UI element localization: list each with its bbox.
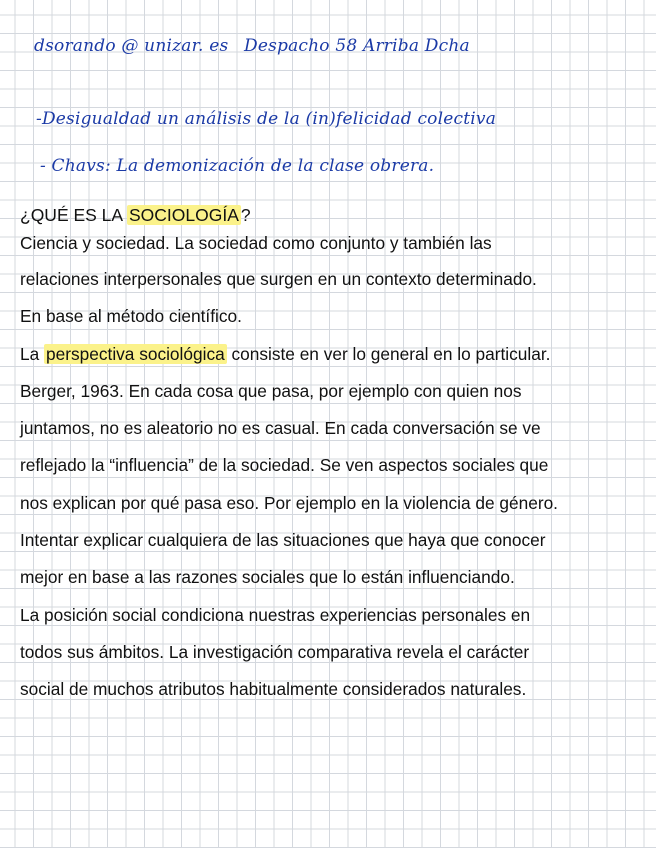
text-line-10: mejor en base a las razones sociales que lo están influenciando. — [20, 567, 515, 588]
heading-prefix: ¿QUÉ ES LA — [20, 205, 127, 225]
line-4-highlight: perspectiva sociológica — [46, 343, 225, 364]
text-line-4 — [20, 336, 650, 373]
handwritten-reference-1: -Desigualdad un análisis de la (in)felicidad colectiva — [36, 109, 497, 129]
text-line-3: En base al método científico. — [20, 306, 242, 327]
notes-body — [20, 203, 650, 709]
text-line-6: juntamos, no es aleatorio no es casual. En cada conversación se ve — [20, 418, 541, 439]
section-heading — [20, 203, 650, 227]
heading-suffix: ? — [240, 205, 251, 225]
text-line-2: relaciones interpersonales que surgen en un contexto determinado. — [20, 269, 537, 289]
handwritten-reference-2: - Chavs: La demonización de la clase obrera. — [40, 156, 435, 176]
line-4-prefix: La — [20, 343, 45, 364]
text-line-7: reflejado la “influencia” de la sociedad. Se ven aspectos sociales que — [20, 455, 549, 476]
text-line-5: Berger, 1963. En cada cosa que pasa, por ejemplo con quien nos — [20, 380, 522, 401]
text-line-8: nos explican por qué pasa eso. Por ejemplo en la violencia de género. — [20, 492, 558, 513]
text-line-12: todos sus ámbitos. La investigación comparativa revela el carácter — [20, 641, 530, 662]
text-line-11: La posición social condiciona nuestras experiencias personales en — [20, 604, 531, 625]
text-line-13: social de muchos atributos habitualmente considerados naturales. — [20, 679, 527, 700]
text-line-1: Ciencia y sociedad. La sociedad como conjunto y también las — [20, 233, 492, 253]
line-4-suffix: consiste en ver lo general en lo particular. — [226, 343, 551, 364]
handwritten-email: dsorando @ unizar. es — [34, 36, 229, 56]
text-line-9: Intentar explicar cualquiera de las situaciones que haya que conocer — [20, 530, 546, 551]
handwritten-office: Despacho 58 Arriba Dcha — [244, 36, 470, 56]
heading-highlight: SOCIOLOGÍA — [128, 205, 239, 225]
